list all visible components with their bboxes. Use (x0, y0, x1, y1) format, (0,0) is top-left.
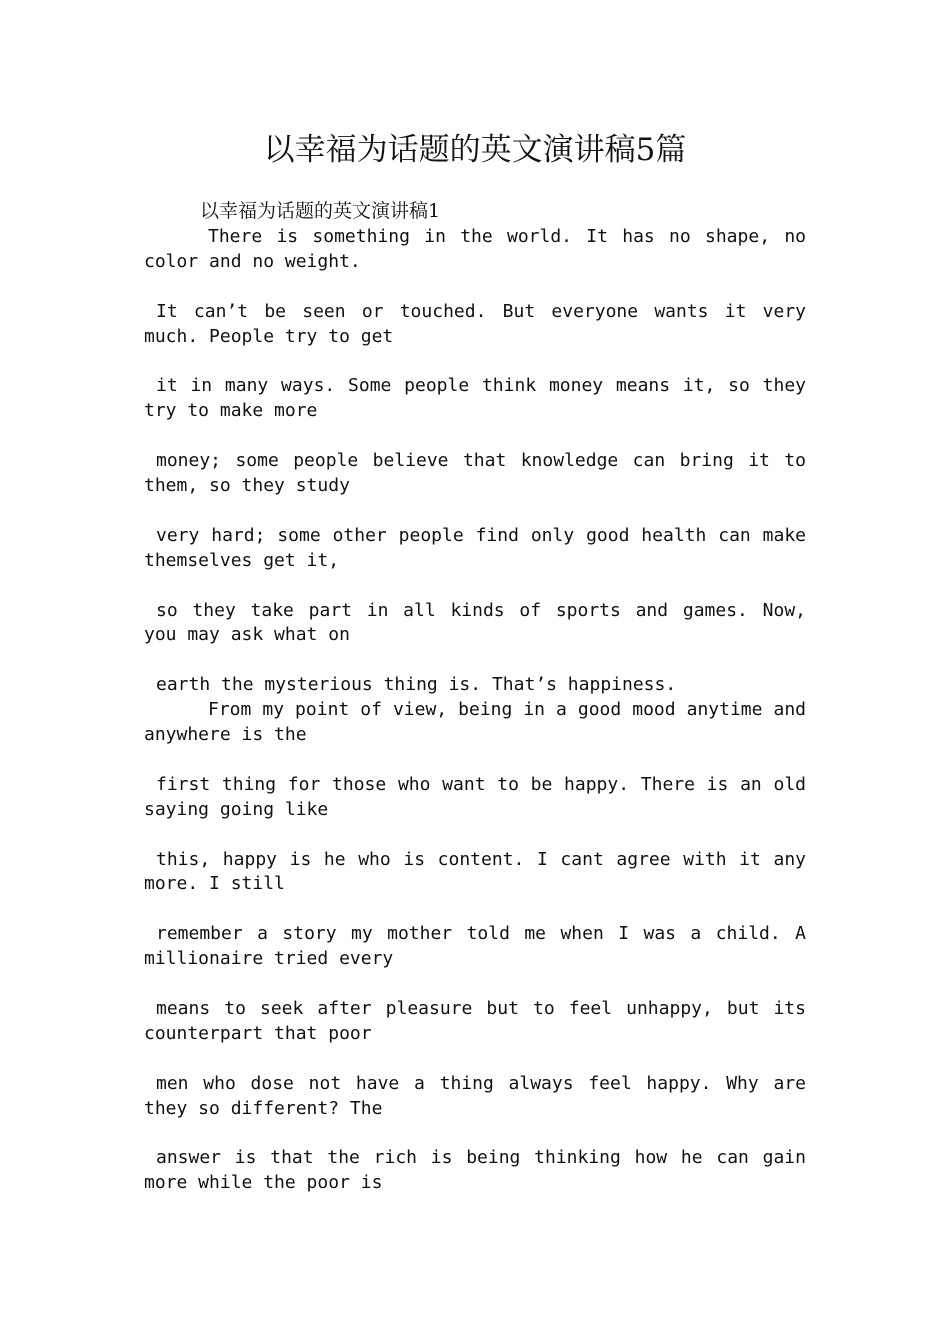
paragraph: It can’t be seen or touched. But everyone wants it very much. People try to get (144, 300, 806, 347)
paragraph: From my point of view, being in a good mood anytime and anywhere is the (144, 699, 806, 746)
document-body (144, 225, 806, 1196)
paragraph: so they take part in all kinds of sports and games. Now, you may ask what on (144, 599, 806, 646)
paragraph: remember a story my mother told me when I was a child. A millionaire tried every (144, 923, 806, 970)
paragraph: this, happy is he who is content. I cant agree with it any more. I still (144, 848, 806, 895)
section-heading: 以幸福为话题的英文演讲稿1 (200, 200, 441, 222)
paragraph: There is something in the world. It has no shape, no color and no weight. (144, 226, 806, 272)
paragraph: means to seek after pleasure but to feel unhappy, but its counterpart that poor (144, 997, 806, 1044)
paragraph: first thing for those who want to be happy. There is an old saying going like (144, 773, 806, 820)
paragraph: men who dose not have a thing always feel happy. Why are they so different? The (144, 1072, 806, 1119)
document-title: 以幸福为话题的英文演讲稿5篇 (263, 132, 687, 168)
paragraph: very hard; some other people find only good health can make themselves get it, (144, 524, 806, 571)
paragraph: answer is that the rich is being thinking how he can gain more while the poor is (144, 1147, 806, 1194)
paragraph: it in many ways. Some people think money means it, so they try to make more (144, 375, 806, 422)
paragraph: money; some people believe that knowledge can bring it to them, so they study (144, 450, 806, 497)
paragraph: earth the mysterious thing is. That’s happiness. (156, 674, 677, 696)
